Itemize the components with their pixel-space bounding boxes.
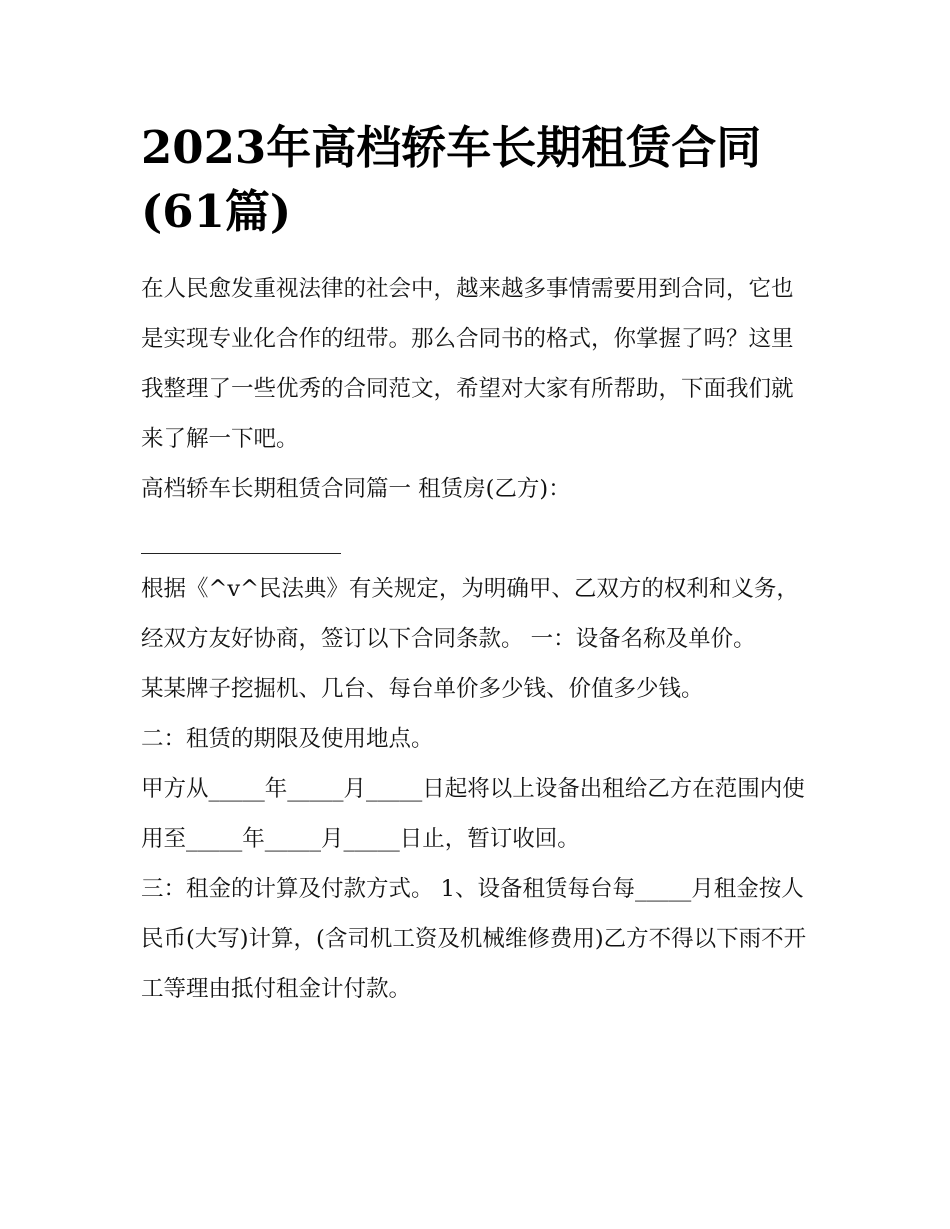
document-title: 2023年高档轿车长期租赁合同(61篇) [141,121,762,238]
term-heading-paragraph: 二：租赁的期限及使用地点。 [141,726,434,752]
document-body [141,116,813,1014]
contract-preamble-paragraph: 根据《^v^民法典》有关规定，为明确甲、乙双方的权利和义务，经双方友好协商，签订以下合同条款。 一：设备名称及单价。 [141,576,799,652]
section-heading-paragraph: 高档轿车长期租赁合同篇一 租赁房(乙方)： [141,476,571,502]
intro-paragraph: 在人民愈发重视法律的社会中，越来越多事情需要用到合同，它也是实现专业化合作的纽带。那么合同书的格式，你掌握了吗？这里我整理了一些优秀的合同范文，希望对大家有所帮助，下面我们就来了解一下吧。 [141,276,794,452]
rent-paragraph: 三：租金的计算及付款方式。 1、设备租赁每台每_____月租金按人民币(大写)计算，(含司机工资及机械维修费用)乙方不得以下雨不开工等理由抵付租金计付款。 [141,876,807,1002]
equipment-paragraph: 某某牌子挖掘机、几台、每台单价多少钱、价值多少钱。 [141,676,704,702]
blank-underline [141,514,341,564]
term-detail-paragraph: 甲方从_____年_____月_____日起将以上设备出租给乙方在范围内使用至_____年_____月_____日止，暂订收回。 [141,776,805,852]
